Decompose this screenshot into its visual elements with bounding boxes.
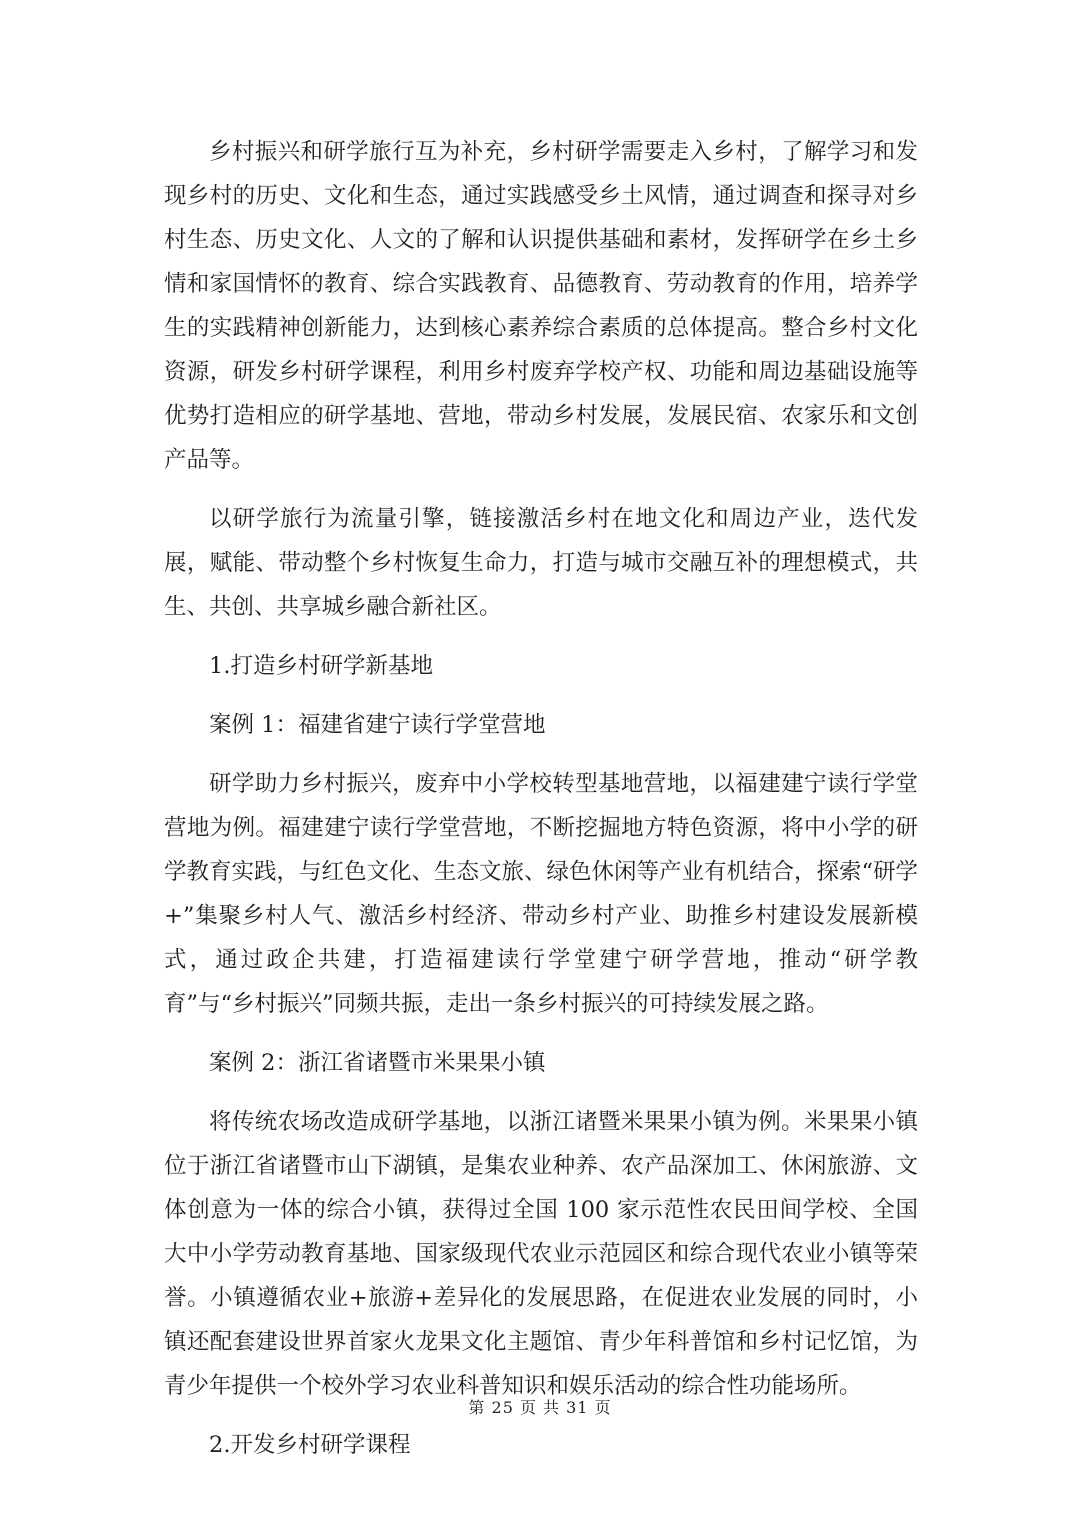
case-heading-1: 案例 1：福建省建宁读行学堂营地 <box>209 712 546 738</box>
section-heading-2: 2.开发乡村研学课程 <box>209 1432 411 1458</box>
paragraph-rural-study-intro: 乡村振兴和研学旅行互为补充，乡村研学需要走入乡村，了解学习和发现乡村的历史、文化和生态，通过实践感受乡土风情，通过调查和探寻对乡村生态、历史文化、人文的了解和认识提供基础和素材，发挥研学在乡土乡情和家国情怀的教育、综合实践教育、品德教育、劳动教育的作用，培养学生的实践精神创新能力，达到核心素养综合素质的总体提高。整合乡村文化资源，研发乡村研学课程，利用乡村废弃学校产权、功能和周边基础设施等优势打造相应的研学基地、营地，带动乡村发展，发展民宿、农家乐和文创产品等。 <box>164 139 918 473</box>
paragraph-case-1: 研学助力乡村振兴，废弃中小学校转型基地营地，以福建建宁读行学堂营地为例。福建建宁读行学堂营地，不断挖掘地方特色资源，将中小学的研学教育实践，与红色文化、生态文旅、绿色休闲等产业有机结合，探索“研学+”集聚乡村人气、激活乡村经济、带动乡村产业、助推乡村建设发展新模式，通过政企共建，打造福建读行学堂建宁研学营地，推动“研学教育”与“乡村振兴”同频共振，走出一条乡村振兴的可持续发展之路。 <box>164 771 919 1017</box>
paragraph-traffic-engine: 以研学旅行为流量引擎，链接激活乡村在地文化和周边产业，迭代发展，赋能、带动整个乡村恢复生命力，打造与城市交融互补的理想模式，共生、共创、共享城乡融合新社区。 <box>164 506 918 620</box>
page-body <box>164 130 918 1467</box>
paragraph-case-2: 将传统农场改造成研学基地，以浙江诸暨米果果小镇为例。米果果小镇位于浙江省诸暨市山下湖镇，是集农业种养、农产品深加工、休闲旅游、文体创意为一体的综合小镇，获得过全国 100 家示范性农民田间学校、全国大中小学劳动教育基地、国家级现代农业示范园区和综合现代农业小镇等荣誉。小镇遵循农业+旅游+差异化的发展思路，在促进农业发展的同时，小镇还配套建设世界首家火龙果文化主题馆、青少年科普馆和乡村记忆馆，为青少年提供一个校外学习农业科普知识和娱乐活动的综合性功能场所。 <box>164 1109 918 1399</box>
case-heading-2: 案例 2：浙江省诸暨市米果果小镇 <box>209 1050 546 1076</box>
page-number-footer: 第 25 页 共 31 页 <box>468 1398 612 1417</box>
section-heading-1: 1.打造乡村研学新基地 <box>209 653 433 679</box>
